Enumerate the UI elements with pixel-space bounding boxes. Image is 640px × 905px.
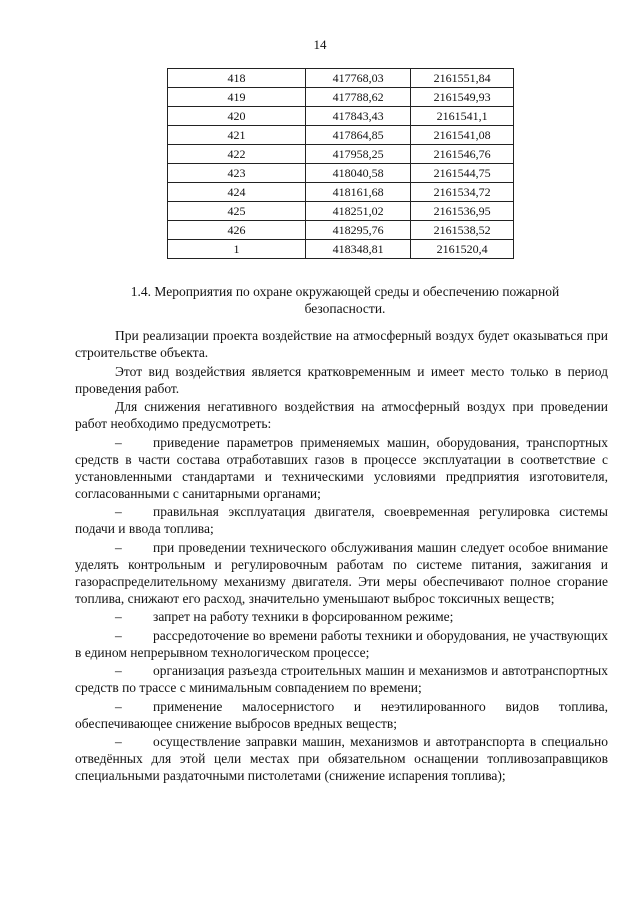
table-row xyxy=(168,88,514,107)
table-row xyxy=(168,164,514,183)
dash-marker: – xyxy=(115,504,122,519)
table-cell: 1 xyxy=(168,240,306,259)
list-item-text: осуществление заправки машин, механизмов и автотранспорта в специально отведённых для этой цели местах при обязательном оснащении топливозаправщиков специальными раздаточными пистолетами (снижение испарения топлива); xyxy=(75,734,608,783)
table-cell: 2161520,4 xyxy=(411,240,514,259)
dash-marker: – xyxy=(115,609,122,624)
table-cell: 420 xyxy=(168,107,306,126)
table-row xyxy=(168,107,514,126)
list-item xyxy=(75,662,608,696)
table-cell: 2161544,75 xyxy=(411,164,514,183)
table-row xyxy=(168,145,514,164)
list-item-text: правильная эксплуатация двигателя, своевременная регулировка системы подачи и ввода топлива; xyxy=(75,504,608,536)
table-cell: 417768,03 xyxy=(305,69,410,88)
dash-marker: – xyxy=(115,698,122,714)
dash-marker: – xyxy=(115,539,122,555)
list-item-text: запрет на работу техники в форсированном режиме; xyxy=(153,609,454,624)
coordinates-table xyxy=(167,68,514,259)
paragraph: Этот вид воздействия является кратковременным и имеет место только в период проведения работ. xyxy=(75,363,608,396)
table-cell: 417958,25 xyxy=(305,145,410,164)
dash-marker: – xyxy=(115,434,122,450)
table-cell: 424 xyxy=(168,183,306,202)
list-item xyxy=(75,608,608,625)
table-cell: 2161549,93 xyxy=(411,88,514,107)
list-item xyxy=(75,627,608,661)
table-row xyxy=(168,69,514,88)
list-item-text: при проведении технического обслуживания машин следует особое внимание уделять контрольным и регулировочным работам по системе питания, зажигания и газораспределительному механизму двигателя. Эти меры обеспечивают полное сгорание топлива, снижают его расход, значительно уменьшают выброс токсичных веществ; xyxy=(75,539,608,606)
table-cell: 2161541,08 xyxy=(411,126,514,145)
list-item xyxy=(75,698,608,732)
table-cell: 418348,81 xyxy=(305,240,410,259)
table-cell: 2161534,72 xyxy=(411,183,514,202)
table-cell: 418295,76 xyxy=(305,221,410,240)
list-item-text: организация разъезда строительных машин и механизмов и автотранспортных средств по трассе с минимальным совпадением по времени; xyxy=(75,663,608,695)
dash-marker: – xyxy=(115,734,122,749)
list-item xyxy=(75,733,608,784)
table-cell: 417864,85 xyxy=(305,126,410,145)
table-cell: 2161538,52 xyxy=(411,221,514,240)
table-cell: 417788,62 xyxy=(305,88,410,107)
table-cell: 418040,58 xyxy=(305,164,410,183)
table-cell: 2161541,1 xyxy=(411,107,514,126)
list-item xyxy=(75,503,608,537)
table-cell: 422 xyxy=(168,145,306,164)
paragraph: Для снижения негативного воздействия на атмосферный воздух при проведении работ необходимо предусмотреть: xyxy=(75,399,608,431)
list-item-text: рассредоточение во времени работы техники и оборудования, не участвующих в едином непрерывном технологическом процессе; xyxy=(75,627,608,660)
table-cell: 418 xyxy=(168,69,306,88)
list-item xyxy=(75,434,608,502)
table-row xyxy=(168,221,514,240)
page-number: 14 xyxy=(313,37,327,52)
list-item-text: применение малосернистого и неэтилированного видов топлива, обеспечивающее снижение выбросов вредных веществ; xyxy=(75,698,608,731)
table-cell: 2161551,84 xyxy=(411,69,514,88)
table-cell: 419 xyxy=(168,88,306,107)
table-cell: 421 xyxy=(168,126,306,145)
table-row xyxy=(168,126,514,145)
table-cell: 2161536,95 xyxy=(411,202,514,221)
table-row xyxy=(168,202,514,221)
list-item-text: приведение параметров применяемых машин, оборудования, транспортных средств в части состава отработавших газов в процессе эксплуатации в соответствие с установленными стандартами и техническими условиями предприятия изготовителя, согласованными с санитарными органами; xyxy=(75,434,608,501)
table-cell: 426 xyxy=(168,221,306,240)
table-cell: 2161546,76 xyxy=(411,145,514,164)
table-cell: 417843,43 xyxy=(305,107,410,126)
list-item xyxy=(75,539,608,607)
dash-marker: – xyxy=(115,627,122,643)
table-cell: 418251,02 xyxy=(305,202,410,221)
body-text xyxy=(75,327,608,786)
paragraph: При реализации проекта воздействие на атмосферный воздух будет оказываться при строительстве объекта. xyxy=(75,328,608,360)
table-cell: 418161,68 xyxy=(305,183,410,202)
section-heading: 1.4. Мероприятия по охране окружающей среды и обеспечению пожарной безопасности. xyxy=(130,284,560,316)
dash-marker: – xyxy=(115,663,122,678)
table-cell: 423 xyxy=(168,164,306,183)
table-row xyxy=(168,183,514,202)
table-cell: 425 xyxy=(168,202,306,221)
coordinates-table-body xyxy=(168,69,514,259)
table-row xyxy=(168,240,514,259)
